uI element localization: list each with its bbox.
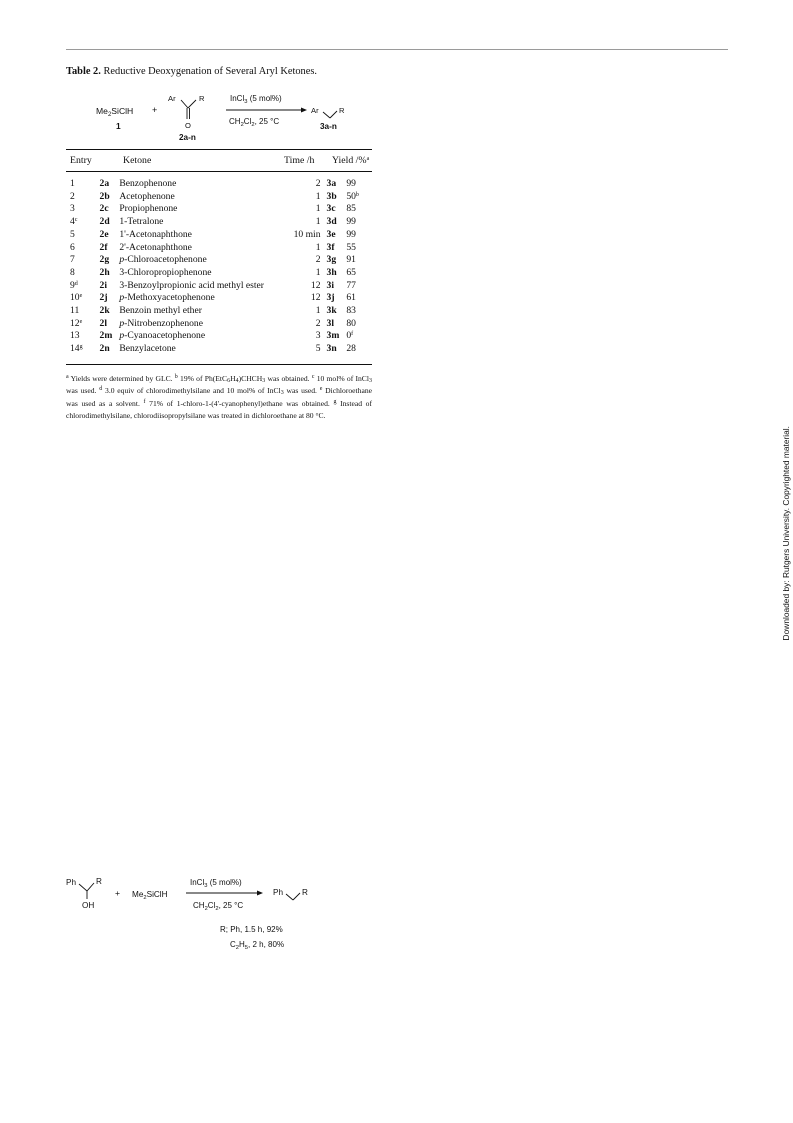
row-time: 1 <box>315 216 321 228</box>
product-bond-right <box>330 111 337 118</box>
row-yield: 28 <box>346 343 356 355</box>
row-time: 1 <box>315 190 321 202</box>
scheme2-r: R <box>96 877 102 886</box>
table-caption-text: Reductive Deoxygenation of Several Aryl Ketones. <box>103 66 317 77</box>
row-yield: 65 <box>346 266 356 278</box>
ketone-bond-left <box>181 100 188 108</box>
row-entry: 9$^d$ <box>70 279 78 291</box>
scheme1-ketone-label: 2a-n <box>179 133 196 140</box>
footnote-a: Yields were determined by GLC. <box>70 374 173 383</box>
row-ketone-code: 2f <box>99 241 108 253</box>
row-ketone-code: 2d <box>99 216 110 228</box>
table-row <box>66 254 372 267</box>
row-time: 2 <box>315 178 321 189</box>
row-ketone-name: 1'-Acetonaphthone <box>119 228 192 240</box>
table-header-rule <box>66 171 372 172</box>
row-product-code: 3g <box>326 254 337 266</box>
header-ketone: Ketone <box>123 155 152 166</box>
footnote-g: Instead of chlorodimethylsilane, chlorodiisopropylsilane was treated in dichloroethane at 80 °C. <box>66 398 373 420</box>
row-yield: 99 <box>346 216 356 228</box>
row-ketone-name: Benzylacetone <box>119 343 176 355</box>
row-ketone-code: 2g <box>99 254 110 266</box>
row-yield: 77 <box>346 279 356 291</box>
row-product-code: 3i <box>326 279 334 291</box>
table-row <box>66 203 372 216</box>
row-ketone-name: 3-Benzoylpropionic acid methyl ester <box>119 279 264 291</box>
header-time: Time /h <box>284 155 315 166</box>
row-product-code: 3e <box>326 228 336 240</box>
row-entry: 11 <box>70 305 80 317</box>
row-product-code: 3j <box>326 292 335 304</box>
row-entry: 10e <box>70 292 83 304</box>
row-ketone-name: p-Methoxyacetophenone <box>119 292 215 304</box>
row-yield: 50$^b$ <box>346 190 359 202</box>
row-ketone-code: 2e <box>99 228 109 240</box>
table-row <box>66 267 372 280</box>
row-yield: 55 <box>346 241 356 253</box>
row-entry: 4$^c$ <box>70 216 78 228</box>
row-yield: 80 <box>346 317 356 329</box>
scheme2-arrow-head <box>257 891 263 896</box>
header-entry: Entry <box>70 155 92 166</box>
row-entry: 3 <box>70 203 75 215</box>
table-header <box>66 155 372 169</box>
row-ketone-code: 2h <box>99 266 110 278</box>
row-product-code: 3f <box>326 241 335 253</box>
table-row <box>66 242 372 255</box>
row-product-code: 3d <box>326 216 337 228</box>
row-time: 2 <box>315 317 321 329</box>
scheme2-result-2: $C_2H_5$, 2 h, 80% <box>230 940 285 951</box>
footnote-f: 71% of 1-chloro-1-(4'-cyanophenyl)ethane was obtained. <box>149 398 330 408</box>
scheme2-product-r: R <box>302 888 308 897</box>
row-ketone-name: p-Chloroacetophenone <box>119 254 207 266</box>
table-row <box>66 330 372 343</box>
row-ketone-code: 2l <box>99 317 107 329</box>
reaction-scheme-2 <box>66 872 326 956</box>
footnote-d: 3.0 equiv of chlorodimethylsilane and 10 mol% of InCl$_3$ was used. <box>105 386 317 397</box>
scheme1-product-ar: Ar <box>311 106 319 115</box>
row-yield: 85 <box>346 203 356 215</box>
scheme2-bond-right <box>87 883 94 891</box>
table-caption-label: Table 2. <box>66 66 101 77</box>
scheme2-oh: OH <box>82 901 95 910</box>
row-ketone-code: 2i <box>99 279 107 291</box>
row-product-code: 3a <box>326 178 337 189</box>
row-yield: 61 <box>346 292 356 304</box>
header-yield: Yield /%$^a$ <box>332 155 370 166</box>
row-time: 3 <box>315 330 321 342</box>
row-ketone-name: 1-Tetralone <box>119 216 164 228</box>
table-row <box>66 292 372 305</box>
row-ketone-code: 2m <box>99 330 113 342</box>
row-ketone-code: 2c <box>99 203 109 215</box>
row-time: 2 <box>315 254 321 266</box>
row-entry: 6 <box>70 241 75 253</box>
scheme2-plus: + <box>115 888 121 898</box>
reaction-scheme-1 <box>90 88 390 140</box>
results-table <box>66 178 372 356</box>
row-yield: 83 <box>346 305 356 317</box>
row-ketone-name: Acetophenone <box>119 190 175 202</box>
row-ketone-name: Benzophenone <box>119 178 177 189</box>
row-ketone-name: Benzoin methyl ether <box>119 305 202 317</box>
scheme2-ph: Ph <box>66 878 77 887</box>
scheme1-reagent: $Me_2SiClH$ <box>96 106 134 118</box>
row-entry: 13 <box>70 330 80 342</box>
row-product-code: 3l <box>326 317 334 329</box>
row-entry: 8 <box>70 266 75 278</box>
row-ketone-code: 2j <box>99 292 108 304</box>
ketone-bond-right <box>188 100 196 108</box>
row-product-code: 3c <box>326 203 336 215</box>
row-product-code: 3h <box>326 266 337 278</box>
row-yield: 99 <box>346 178 356 189</box>
row-time: 12 <box>310 292 321 304</box>
footnote-b: 19% of $Ph(EtC_6H_4)CHCH_3$ was obtained. <box>180 374 310 384</box>
row-entry: 14$^g$ <box>70 343 83 355</box>
row-product-code: 3n <box>326 343 337 355</box>
table-caption <box>66 66 317 77</box>
row-product-code: 3b <box>326 190 337 202</box>
scheme1-product-r: R <box>339 106 345 115</box>
row-ketone-name: Propiophenone <box>119 203 178 215</box>
footnote-e: Dichloroethane was used as a solvent. <box>66 386 372 408</box>
scheme2-product-ph: Ph <box>273 888 284 897</box>
scheme1-reagent-number: 1 <box>116 121 121 131</box>
row-yield: 99 <box>346 228 356 240</box>
scheme1-plus: + <box>152 105 158 115</box>
scheme1-oxygen: O <box>185 121 191 130</box>
row-ketone-name: 3-Chloropropiophenone <box>119 266 212 278</box>
scheme1-r-label: R <box>199 94 205 103</box>
row-entry: 1 <box>70 178 75 189</box>
top-rule <box>66 49 728 50</box>
scheme1-ar-label: Ar <box>168 94 176 103</box>
scheme2-product-bond-right <box>293 893 300 900</box>
table-row <box>66 178 372 191</box>
table-row <box>66 280 372 293</box>
row-time: 5 <box>315 343 321 355</box>
row-ketone-code: 2k <box>99 305 110 317</box>
row-time: 1 <box>315 241 321 253</box>
row-entry: 7 <box>70 254 75 266</box>
row-ketone-name: p-Nitrobenzophenone <box>119 317 203 329</box>
table-footnotes: $^a$ Yields were determined by GLC. $^b$ 19% of $Ph(EtC_6H_4)CHCH_3$ was obtained. $^c$ 10 mol% of InCl$_3$ was used. $^d$ 3.0 equiv of chlorodimethylsilane and 10 mol% of InCl$_3$ was used. $^e$ Dichloroethane was used as a solvent. $^f$ 71% of 1-chloro-1-(4'-cyanophenyl)ethane was obtained. $^g$ Instead of chlorodimethylsilane, chlorodiisopropylsilane was treated in dichloroethane at 80 °C. <box>66 374 373 420</box>
scheme2-product-bond-left <box>286 894 293 900</box>
row-time: 1 <box>315 266 321 278</box>
table-row <box>66 216 372 229</box>
scheme1-catalyst: InCl$_3$ (5 mol%) <box>230 94 282 105</box>
row-time: 1 <box>315 203 321 215</box>
product-bond-left <box>323 112 330 118</box>
table-row <box>66 318 372 331</box>
row-time: 10 min <box>293 228 321 240</box>
row-yield: 0$^f$ <box>346 330 354 342</box>
scheme2-result-1: R; Ph, 1.5 h, 92% <box>220 925 283 934</box>
table-row <box>66 343 372 356</box>
row-time: 1 <box>315 305 321 317</box>
download-watermark-text: Downloaded by: Rutgers University. Copyrighted material. <box>781 426 791 641</box>
table-top-rule <box>66 149 372 150</box>
table-row <box>66 229 372 242</box>
row-ketone-code: 2b <box>99 190 110 202</box>
row-yield: 91 <box>346 254 356 266</box>
scheme1-conditions: $CH_2Cl_2$, 25 °C <box>229 117 280 128</box>
row-product-code: 3m <box>326 330 340 342</box>
table-row <box>66 305 372 318</box>
table-row <box>66 191 372 204</box>
scheme1-arrow-head <box>301 108 307 113</box>
row-ketone-code: 2n <box>99 343 110 355</box>
table-bottom-rule <box>66 364 372 365</box>
scheme2-catalyst: InCl$_3$ (5 mol%) <box>190 878 242 889</box>
scheme2-conditions: $CH_2Cl_2$, 25 °C <box>193 901 244 912</box>
row-entry: 12e <box>70 317 83 329</box>
row-entry: 5 <box>70 228 75 240</box>
row-time: 12 <box>310 279 321 291</box>
scheme2-bond-left <box>79 884 87 891</box>
row-ketone-code: 2a <box>99 178 110 189</box>
footnote-c: 10 mol% of InCl$_3$ was used. <box>66 374 372 396</box>
row-entry: 2 <box>70 190 75 202</box>
scheme1-product-label: 3a-n <box>320 122 337 131</box>
row-ketone-name: 2'-Acetonaphthone <box>119 241 192 253</box>
scheme2-reagent: $Me_2SiClH$ <box>132 890 168 901</box>
row-ketone-name: p-Cyanoacetophenone <box>119 330 206 342</box>
row-product-code: 3k <box>326 305 337 317</box>
